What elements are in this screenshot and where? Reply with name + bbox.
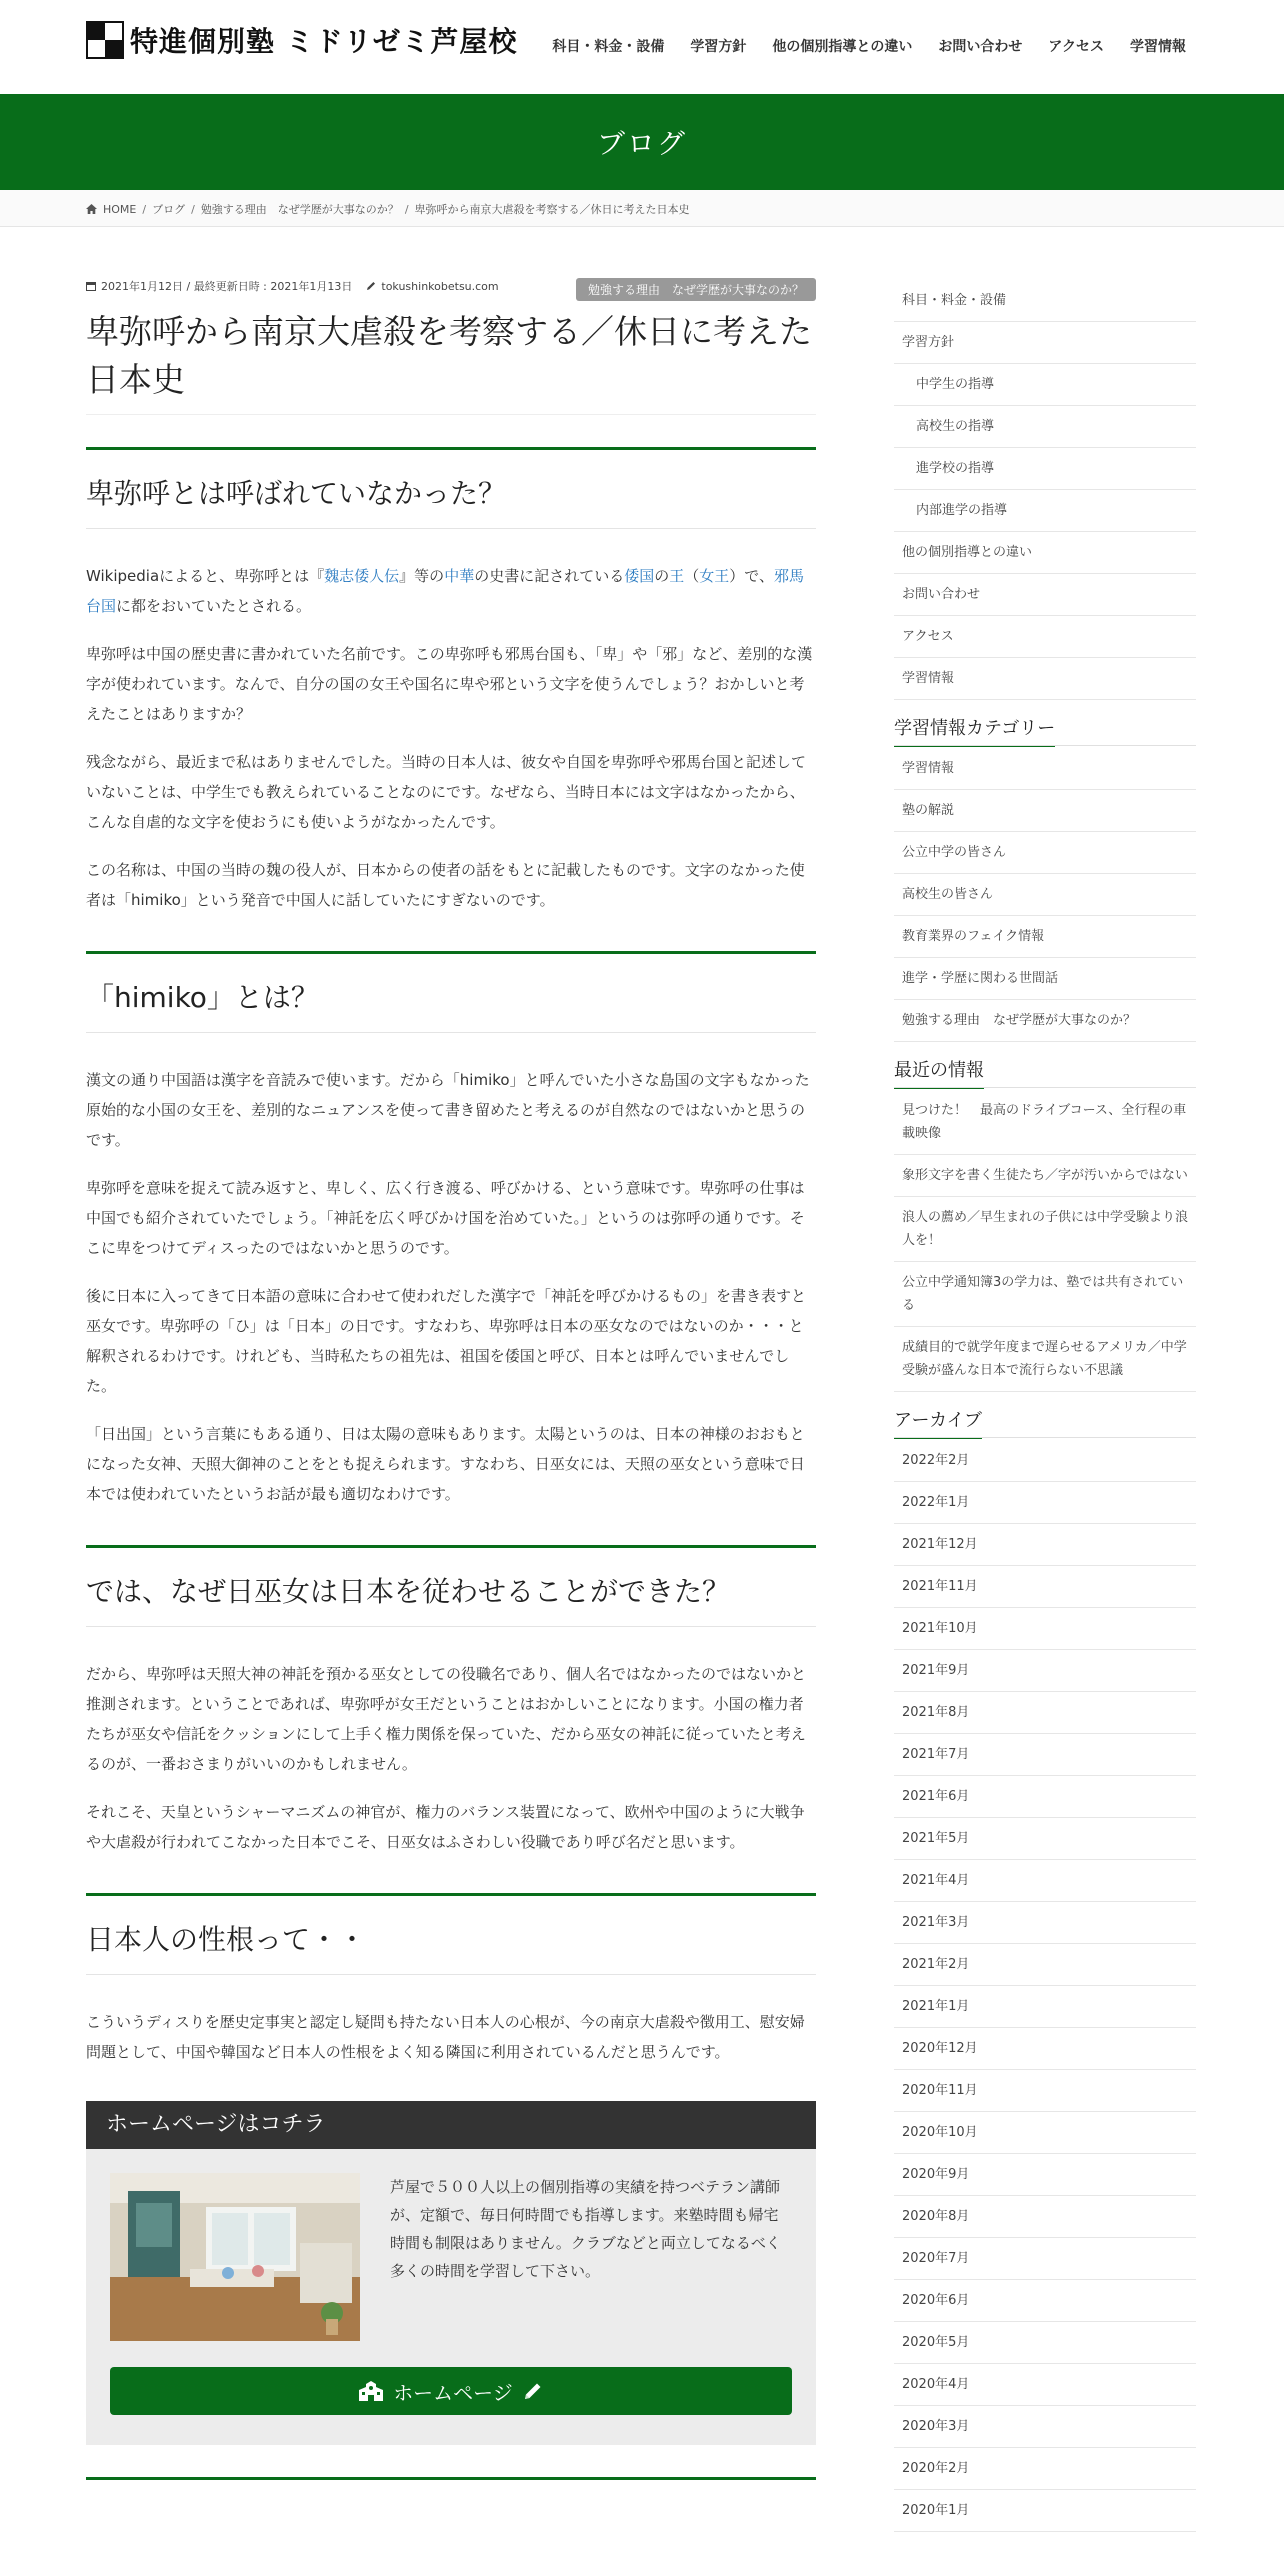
homepage-button[interactable] <box>110 2367 792 2415</box>
sidebar-recent-item[interactable]: 成績目的で就学年度まで遅らせるアメリカ／中学受験が盛んな日本で流行らない不思議 <box>894 1327 1196 1392</box>
paragraph: 後に日本に入ってきて日本語の意味に合わせて使われだした漢字で「神託を呼びかけるもの」を書き表すと巫女です。卑弥呼の「ひ」は「日本」の日です。すなわち、卑弥呼は日本の巫女なのではないのか・・・と解釈されるわけです。けれども、当時私たちの祖先は、祖国を倭国と呼び、日本とは呼んでいませんでした。 <box>86 1287 807 1395</box>
breadcrumb <box>0 190 1284 227</box>
sidebar-archive-item[interactable]: 2022年2月 <box>894 1440 1196 1482</box>
link-ou[interactable]: 王 <box>669 567 685 585</box>
link-wakoku[interactable]: 倭国 <box>624 567 655 585</box>
sidebar-archive-item[interactable]: 2021年9月 <box>894 1650 1196 1692</box>
sidebar-category-item[interactable]: 塾の解説 <box>894 790 1196 832</box>
paragraph: だから、卑弥呼は天照大神の神託を預かる巫女としての役職名であり、個人名ではなかったのではないかと推測されます。ということであれば、卑弥呼が女王だということはおかしいことになります。小国の権力者たちが巫女や信託をクッションにして上手く権力関係を保っていた、だから巫女の神託に従っていたと考えるのが、一番おさまりがいいのかもしれません。 <box>86 1665 807 1773</box>
paragraph: それこそ、天皇というシャーマニズムの神官が、権力のバランス装置になって、欧州や中国のように大戦争や大虐殺が行われてこなかった日本でこそ、日巫女はふさわしい役職であり呼び名だと思います。 <box>86 1803 805 1851</box>
sidebar-recent-item[interactable]: 浪人の薦め／早生まれの子供には中学受験より浪人を！ <box>894 1197 1196 1262</box>
pencil-icon <box>523 2381 543 2401</box>
calendar-icon <box>86 281 96 291</box>
post-author[interactable]: tokushinkobetsu.com <box>381 279 499 293</box>
paragraph: Wikipediaによると、卑弥呼とは『魏志倭人伝』等の中華の史書に記されている倭国の王（女王）で、邪馬台国に都をおいていたとされる。 <box>86 567 805 615</box>
sidebar-recent-list <box>894 1090 1196 1392</box>
sidebar-archive-item[interactable]: 2020年1月 <box>894 2490 1196 2532</box>
sidebar-archive-list <box>894 1440 1196 2532</box>
homepage-box-text: 芦屋で５００人以上の個別指導の実績を持つベテラン講師が、定額で、毎日何時間でも指導します。来塾時間も帰宅時間も制限はありません。クラブなどと両立してなるべく多くの時間を学習して下さい。 <box>390 2178 781 2280</box>
page-header-title: ブログ <box>596 127 687 160</box>
sidebar-archive-item[interactable]: 2021年2月 <box>894 1944 1196 1986</box>
sidebar-category-list <box>894 748 1196 1042</box>
main-content <box>86 276 816 2480</box>
breadcrumb-separator: / <box>191 202 195 216</box>
post-dates: 2021年1月12日 / 最終更新日時 : 2021年1月13日 <box>101 280 353 293</box>
sidebar-recent-title: 最近の情報 <box>894 1056 1196 1088</box>
classroom-photo <box>110 2173 360 2341</box>
sidebar-archive-item[interactable]: 2020年3月 <box>894 2406 1196 2448</box>
section-heading: では、なぜ日巫女は日本を従わせることができた？ <box>86 1545 816 1627</box>
sidebar-archive-item[interactable]: 2020年10月 <box>894 2112 1196 2154</box>
site-logo[interactable] <box>86 20 517 60</box>
home-icon <box>86 204 97 214</box>
sidebar-archive-title: アーカイブ <box>894 1406 1196 1438</box>
sidebar-archive-item[interactable]: 2021年10月 <box>894 1608 1196 1650</box>
sidebar-recent-item[interactable]: 見つけた！ 最高のドライブコース、全行程の車載映像 <box>894 1090 1196 1155</box>
sidebar-archive-item[interactable]: 2020年8月 <box>894 2196 1196 2238</box>
sidebar-archive-item[interactable]: 2021年3月 <box>894 1902 1196 1944</box>
breadcrumb-separator: / <box>404 202 409 216</box>
breadcrumb-blog[interactable]: ブログ <box>152 203 186 216</box>
sidebar-category-item[interactable]: 高校生の皆さん <box>894 874 1196 916</box>
nav-item-contact[interactable]: お問い合わせ <box>938 39 1023 55</box>
link-chuka[interactable]: 中華 <box>444 567 475 585</box>
nav-item-study-info[interactable]: 学習情報 <box>1130 39 1186 55</box>
link-joou[interactable]: 女王 <box>699 567 730 585</box>
sidebar-archive-item[interactable]: 2020年12月 <box>894 2028 1196 2070</box>
global-nav <box>552 36 1186 56</box>
sidebar <box>894 280 1196 2532</box>
school-icon <box>359 2381 383 2401</box>
section-heading: 日本人の性根って・・ <box>86 1893 816 1975</box>
category-badge[interactable]: 勉強する理由 なぜ学歴が大事なのか？ <box>576 278 816 301</box>
sidebar-category-item[interactable]: 公立中学の皆さん <box>894 832 1196 874</box>
breadcrumb-category[interactable]: 勉強する理由 なぜ学歴が大事なのか？ <box>200 203 399 216</box>
section-heading: 卑弥呼とは呼ばれていなかった？ <box>86 447 816 529</box>
sidebar-page-item[interactable]: 中学生の指導 <box>894 364 1196 406</box>
paragraph: こういうディスりを歴史定事実と認定し疑問も持たない日本人の心根が、今の南京大虐殺や徴用工、慰安婦問題として、中国や韓国など日本人の性根をよく知る隣国に利用されているんだと思うんです。 <box>86 2013 805 2061</box>
sidebar-page-item[interactable]: アクセス <box>894 616 1196 658</box>
paragraph: 「日出国」という言葉にもある通り、日は太陽の意味もあります。太陽というのは、日本の神様のおおもとになった女神、天照大御神のことをとも捉えられます。すなわち、日巫女には、天照の巫女という意味で日本では使われていたというお話が最も適切なわけです。 <box>86 1425 805 1503</box>
sidebar-archive-item[interactable]: 2021年8月 <box>894 1692 1196 1734</box>
sidebar-archive-item[interactable]: 2020年11月 <box>894 2070 1196 2112</box>
paragraph: この名称は、中国の当時の魏の役人が、日本からの使者の話をもとに記載したものです。文字のなかった使者は「himiko」という発音で中国人に話していたにすぎないのです。 <box>86 861 805 909</box>
site-header <box>0 0 1284 94</box>
sidebar-page-item[interactable]: お問い合わせ <box>894 574 1196 616</box>
page-header <box>0 94 1284 190</box>
section-heading: 「himiko」とは？ <box>86 951 816 1033</box>
sidebar-recent-item[interactable]: 公立中学通知簿3の学力は、塾では共有されている <box>894 1262 1196 1327</box>
sidebar-category-item[interactable]: 進学・学歴に関わる世間話 <box>894 958 1196 1000</box>
sidebar-categories-title: 学習情報カテゴリー <box>894 714 1196 746</box>
sidebar-archive-item[interactable]: 2020年5月 <box>894 2322 1196 2364</box>
sidebar-archive-item[interactable]: 2020年6月 <box>894 2280 1196 2322</box>
sidebar-archive-item[interactable]: 2020年2月 <box>894 2448 1196 2490</box>
sidebar-archive-item[interactable]: 2021年12月 <box>894 1524 1196 1566</box>
logo-icon <box>86 21 124 59</box>
breadcrumb-home[interactable]: HOME <box>103 202 137 216</box>
sidebar-archive-item[interactable]: 2020年7月 <box>894 2238 1196 2280</box>
sidebar-page-item[interactable]: 進学校の指導 <box>894 448 1196 490</box>
post-title: 卑弥呼から南京大虐殺を考察する／休日に考えた日本史 <box>86 308 816 415</box>
section-divider <box>86 2477 816 2480</box>
sidebar-page-item[interactable]: 内部進学の指導 <box>894 490 1196 532</box>
link-yamataikoku[interactable]: 邪馬台国 <box>86 567 805 615</box>
pencil-icon <box>366 281 376 291</box>
logo-text: 特進個別塾 ミドリゼミ芦屋校 <box>130 25 518 58</box>
sidebar-archive-item[interactable]: 2021年6月 <box>894 1776 1196 1818</box>
nav-item-difference[interactable]: 他の個別指導との違い <box>772 39 913 55</box>
sidebar-archive-item[interactable]: 2021年5月 <box>894 1818 1196 1860</box>
paragraph: 残念ながら、最近まで私はありませんでした。当時の日本人は、彼女や自国を卑弥呼や邪馬台国と記述していないことは、中学生でも教えられていることなのにです。なぜなら、当時日本には文字はなかったから、こんな自虐的な文字を使おうにも使いようがなかったんです。 <box>86 753 807 831</box>
sidebar-recent-item[interactable]: 象形文字を書く生徒たち／字が汚いからではない <box>894 1155 1196 1197</box>
sidebar-category-item[interactable]: 教育業界のフェイク情報 <box>894 916 1196 958</box>
breadcrumb-separator: / <box>142 202 147 216</box>
paragraph: 漢文の通り中国語は漢字を音読みで使います。だから「himiko」と呼んでいた小さな島国の文字もなかった原始的な小国の女王を、差別的なニュアンスを使って書き留めたと考えるのが自然なのではないかと思うのです。 <box>86 1071 810 1149</box>
sidebar-page-menu <box>894 280 1196 700</box>
sidebar-archive-item[interactable]: 2020年4月 <box>894 2364 1196 2406</box>
homepage-button-label: ホームページ <box>393 2380 513 2405</box>
sidebar-page-item[interactable]: 他の個別指導との違い <box>894 532 1196 574</box>
nav-item-access[interactable]: アクセス <box>1048 39 1104 55</box>
nav-item-policy[interactable]: 学習方針 <box>690 39 747 55</box>
sidebar-archive-item[interactable]: 2020年9月 <box>894 2154 1196 2196</box>
homepage-box <box>86 2101 816 2445</box>
sidebar-archive-item[interactable]: 2021年4月 <box>894 1860 1196 1902</box>
link-gishi-wajinden[interactable]: 魏志倭人伝 <box>324 567 400 585</box>
sidebar-page-item[interactable]: 科目・料金・設備 <box>894 280 1196 322</box>
sidebar-page-item[interactable]: 学習情報 <box>894 658 1196 700</box>
post-meta <box>86 276 816 296</box>
sidebar-category-item[interactable]: 勉強する理由 なぜ学歴が大事なのか？ <box>894 1000 1196 1042</box>
paragraph: 卑弥呼は中国の歴史書に書かれていた名前です。この卑弥呼も邪馬台国も、「卑」や「邪」など、差別的な漢字が使われています。なんで、自分の国の女王や国名に卑や邪という文字を使うんでしょう？おかしいと考えたことはありますか？ <box>86 645 813 723</box>
sidebar-archive-item[interactable]: 2021年7月 <box>894 1734 1196 1776</box>
sidebar-category-item[interactable]: 学習情報 <box>894 748 1196 790</box>
homepage-box-heading: ホームページはコチラ <box>86 2101 816 2149</box>
sidebar-archive-item[interactable]: 2021年1月 <box>894 1986 1196 2028</box>
sidebar-page-item[interactable]: 学習方針 <box>894 322 1196 364</box>
paragraph: 卑弥呼を意味を捉えて読み返すと、卑しく、広く行き渡る、呼びかける、という意味です。卑弥呼の仕事は中国でも紹介されていたでしょう。「神託を広く呼びかけ国を治めていた。」というのは弥呼の通りです。そこに卑をつけてディスったのではないかと思うのです。 <box>86 1179 805 1257</box>
sidebar-archive-item[interactable]: 2021年11月 <box>894 1566 1196 1608</box>
nav-item-subjects[interactable]: 科目・料金・設備 <box>552 39 665 55</box>
sidebar-archive-item[interactable]: 2022年1月 <box>894 1482 1196 1524</box>
sidebar-page-item[interactable]: 高校生の指導 <box>894 406 1196 448</box>
breadcrumb-current: 卑弥呼から南京大虐殺を考察する／休日に考えた日本史 <box>414 203 690 216</box>
